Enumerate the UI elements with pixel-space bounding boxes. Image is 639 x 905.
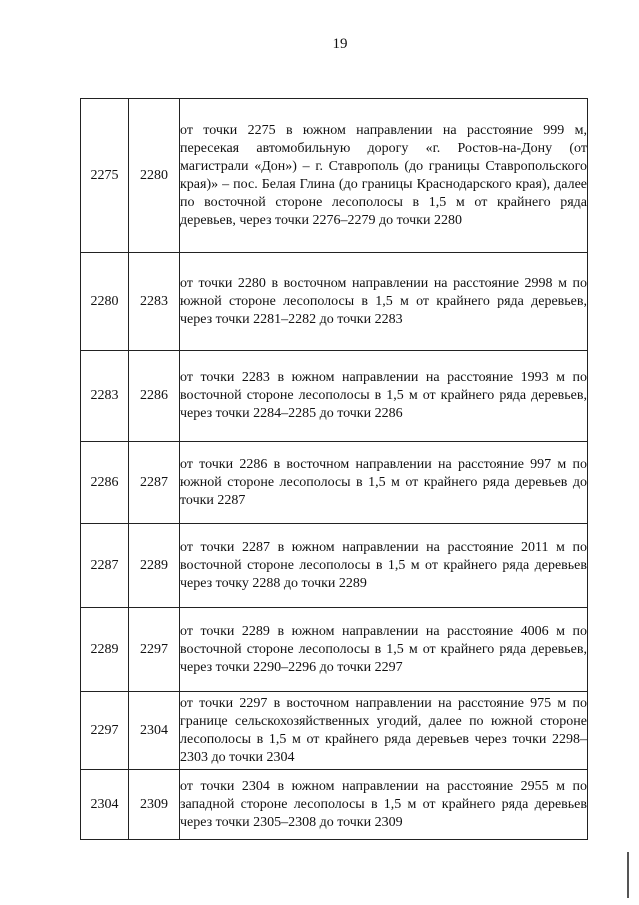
- table-row: [81, 253, 588, 351]
- from-point-cell: 2286: [81, 442, 129, 524]
- to-point-cell: 2309: [129, 770, 180, 840]
- table-row: [81, 351, 588, 442]
- route-description-cell: от точки 2297 в восточном направлении на расстояние 975 м по границе сельскохозяйственных угодий, далее по южной стороне лесополосы в 1,5 м от крайнего ряда деревьев через точки 2298–2303 до точки 2304: [180, 692, 588, 770]
- to-point-cell: 2287: [129, 442, 180, 524]
- table-row: [81, 770, 588, 840]
- route-description-cell: от точки 2283 в южном направлении на расстояние 1993 м по восточной стороне лесополосы в 1,5 м от крайнего ряда деревьев, через точки 2284–2285 до точки 2286: [180, 351, 588, 442]
- from-point-cell: 2280: [81, 253, 129, 351]
- table-row: [81, 99, 588, 253]
- to-point-cell: 2297: [129, 608, 180, 692]
- from-point-cell: 2275: [81, 99, 129, 253]
- route-description-cell: от точки 2280 в восточном направлении на расстояние 2998 м по южной стороне лесополосы в 1,5 м от крайнего ряда деревьев, через точки 2281–2282 до точки 2283: [180, 253, 588, 351]
- route-description-cell: от точки 2286 в восточном направлении на расстояние 997 м по южной стороне лесополосы в 1,5 м от крайнего ряда деревьев до точки 2287: [180, 442, 588, 524]
- to-point-cell: 2280: [129, 99, 180, 253]
- route-description-cell: от точки 2275 в южном направлении на расстояние 999 м, пересекая автомобильную дорогу «г. Ростов-на-Дону (от магистрали «Дон») – г. Ставрополь (до границы Ставропольского края)» – пос. Белая Глина (до границы Краснодарского края), далее по восточной стороне лесополосы в 1,5 м от крайнего ряда деревьев, через точки 2276–2279 до точки 2280: [180, 99, 588, 253]
- route-description-cell: от точки 2289 в южном направлении на расстояние 4006 м по восточной стороне лесополосы в 1,5 м от крайнего ряда деревьев, через точки 2290–2296 до точки 2297: [180, 608, 588, 692]
- to-point-cell: 2304: [129, 692, 180, 770]
- page-number: 19: [332, 36, 348, 52]
- scan-artifact-line: [627, 852, 629, 898]
- from-point-cell: 2297: [81, 692, 129, 770]
- table-row: [81, 524, 588, 608]
- table-row: [81, 442, 588, 524]
- from-point-cell: 2289: [81, 608, 129, 692]
- to-point-cell: 2283: [129, 253, 180, 351]
- table-row: [81, 608, 588, 692]
- route-description-cell: от точки 2287 в южном направлении на расстояние 2011 м по восточной стороне лесополосы в 1,5 м от крайнего ряда деревьев через точку 2288 до точки 2289: [180, 524, 588, 608]
- from-point-cell: 2304: [81, 770, 129, 840]
- to-point-cell: 2289: [129, 524, 180, 608]
- from-point-cell: 2283: [81, 351, 129, 442]
- boundary-points-table: [80, 98, 588, 840]
- route-description-cell: от точки 2304 в южном направлении на расстояние 2955 м по западной стороне лесополосы в 1,5 м от крайнего ряда деревьев через точки 2305–2308 до точки 2309: [180, 770, 588, 840]
- to-point-cell: 2286: [129, 351, 180, 442]
- table-row: [81, 692, 588, 770]
- from-point-cell: 2287: [81, 524, 129, 608]
